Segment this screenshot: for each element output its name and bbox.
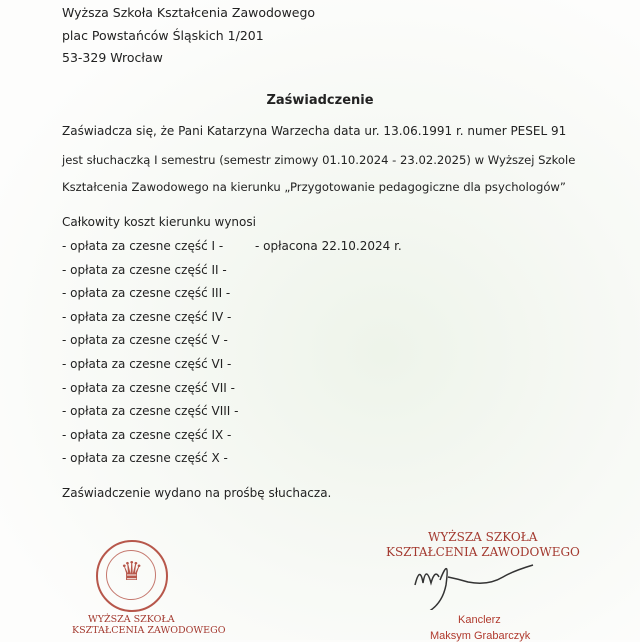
seal-text-1: WYŻSZA SZKOŁA [88, 614, 175, 625]
fee-item-label: - opłata za czesne część X - [62, 451, 228, 466]
body-line-1: Zaświadcza się, że Pani Katarzyna Warzecha data ur. 13.06.1991 r. numer PESEL 91 [62, 124, 567, 138]
fee-item-label: - opłata za czesne część I - [62, 239, 224, 253]
eagle-emblem-icon: ♛ [120, 557, 144, 587]
stamp-school-2: KSZTAŁCENIA ZAWODOWEGO [386, 545, 580, 559]
fee-item-label: - opłata za czesne część III - [62, 286, 231, 301]
fee-item-label: - opłata za czesne część IX - [62, 427, 232, 442]
fee-item-label: - opłata za czesne część II - [62, 262, 227, 277]
stamp-school-1: WYŻSZA SZKOŁA [428, 530, 538, 544]
fee-item-label: - opłata za czesne część V - [62, 333, 228, 348]
seal-text-2: KSZTAŁCENIA ZAWODOWEGO [72, 625, 226, 636]
body-line-3: Kształcenia Zawodowego na kierunku „Przygotowanie pedagogiczne dla psychologów” [62, 180, 566, 194]
signature [400, 555, 540, 610]
fee-item-label: - opłata za czesne część VII - [62, 380, 235, 395]
signatory-role: Kanclerz [458, 614, 501, 626]
signatory-name: Maksym Grabarczyk [430, 630, 531, 642]
school-name: Wyższa Szkoła Kształcenia Zawodowego [62, 5, 316, 20]
total-cost-label: Całkowity koszt kierunku wynosi [62, 215, 256, 229]
body-line-2: jest słuchaczką I semestru (semestr zimowy 01.10.2024 - 23.02.2025) w Wyższej Szkole [62, 153, 576, 167]
fee-item-status: - opłacona 22.10.2024 r. [255, 239, 402, 253]
school-postcode: 53-329 Wrocław [62, 50, 163, 65]
fee-item-label: - opłata za czesne część IV - [62, 309, 232, 324]
fee-item-label: - opłata za czesne część VIII - [62, 404, 239, 419]
school-address: plac Powstańców Śląskich 1/201 [62, 28, 264, 43]
document-title: Zaświadczenie [266, 93, 374, 108]
fee-item-label: - opłata za czesne część VI - [62, 357, 232, 371]
footer-note: Zaświadczenie wydano na prośbę słuchacza. [62, 486, 332, 500]
